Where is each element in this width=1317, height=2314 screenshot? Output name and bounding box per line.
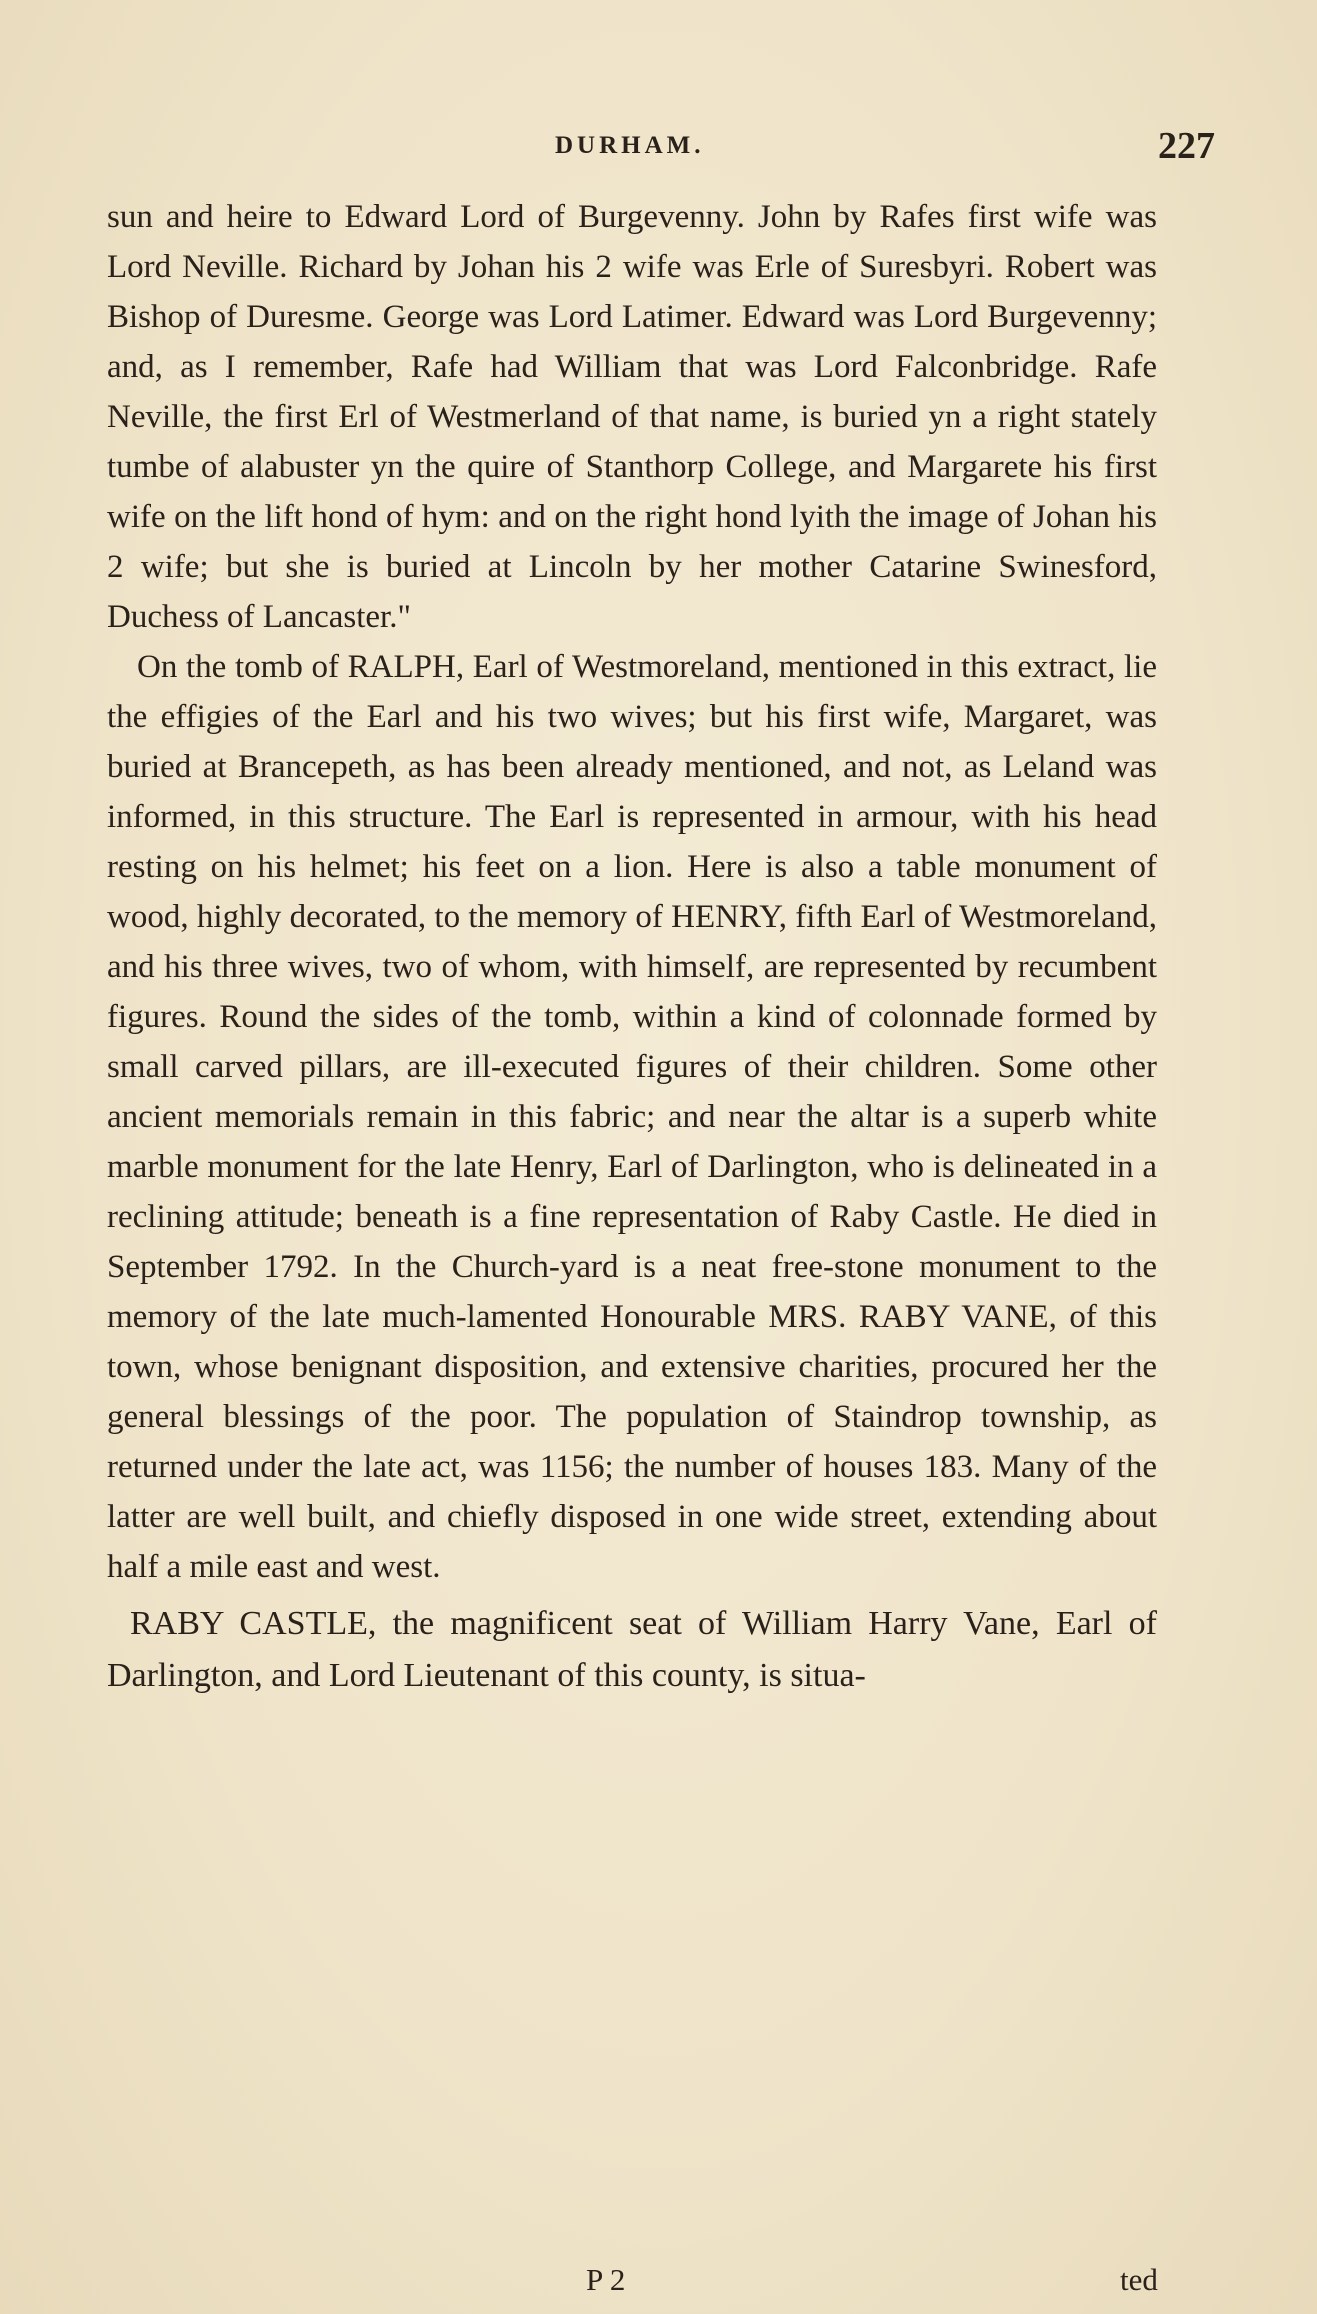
running-head-title: DURHAM. [555, 132, 705, 159]
body-text [107, 192, 1157, 1702]
paragraph-leland-extract: sun and heire to Edward Lord of Burgevenny. John by Rafes first wife was Lord Neville. Richard by Johan his 2 wife was Erle of Suresbyri. Robert was Bishop of Duresme. George was Lord Latimer. Edward was Lord Burgevenny; and, as I remember, Rafe had William that was Lord Falconbridge. Rafe Neville, the first Erl of Westmerland of that name, is buried yn a right stately tumbe of alabuster yn the quire of Stanthorp College, and Margarete his first wife on the lift hond of hym: and on the right hond lyith the image of Johan his 2 wife; but she is buried at Lincoln by her mother Catarine Swinesford, Duchess of Lancaster." [107, 199, 1157, 635]
page-footer [0, 2262, 1317, 2296]
catchword: ted [1120, 2262, 1158, 2297]
page-number: 227 [1158, 125, 1215, 167]
paragraph-tombs: On the tomb of RALPH, Earl of Westmoreland, mentioned in this extract, lie the effigies of the Earl and his two wives; but his first wife, Margaret, was buried at Brancepeth, as has been already mentioned, and not, as Leland was informed, in this structure. The Earl is represented in armour, with his head resting on his helmet; his feet on a lion. Here is also a table monument of wood, highly decorated, to the memory of HENRY, fifth Earl of Westmoreland, and his three wives, two of whom, with himself, are represented by recumbent figures. Round the sides of the tomb, within a kind of colonnade formed by small carved pillars, are ill-executed figures of their children. Some other ancient memorials remain in this fabric; and near the altar is a superb white marble monument for the late Henry, Earl of Darlington, who is delineated in a reclining attitude; beneath is a fine representation of Raby Castle. He died in September 1792. In the Church-yard is a neat free-stone monument to the memory of the late much-lamented Honourable MRS. RABY VANE, of this town, whose benignant disposition, and extensive charities, procured her the general blessings of the poor. The population of Staindrop township, as returned under the late act, was 1156; the number of houses 183. Many of the latter are well built, and chiefly disposed in one wide street, extending about half a mile east and west. [107, 649, 1157, 1585]
paragraph-raby-castle: RABY CASTLE, the magnificent seat of William Harry Vane, Earl of Darlington, and Lord Lieutenant of this county, is situa- [107, 1605, 1157, 1694]
running-head [0, 125, 1317, 168]
signature-mark: P 2 [586, 2262, 626, 2297]
